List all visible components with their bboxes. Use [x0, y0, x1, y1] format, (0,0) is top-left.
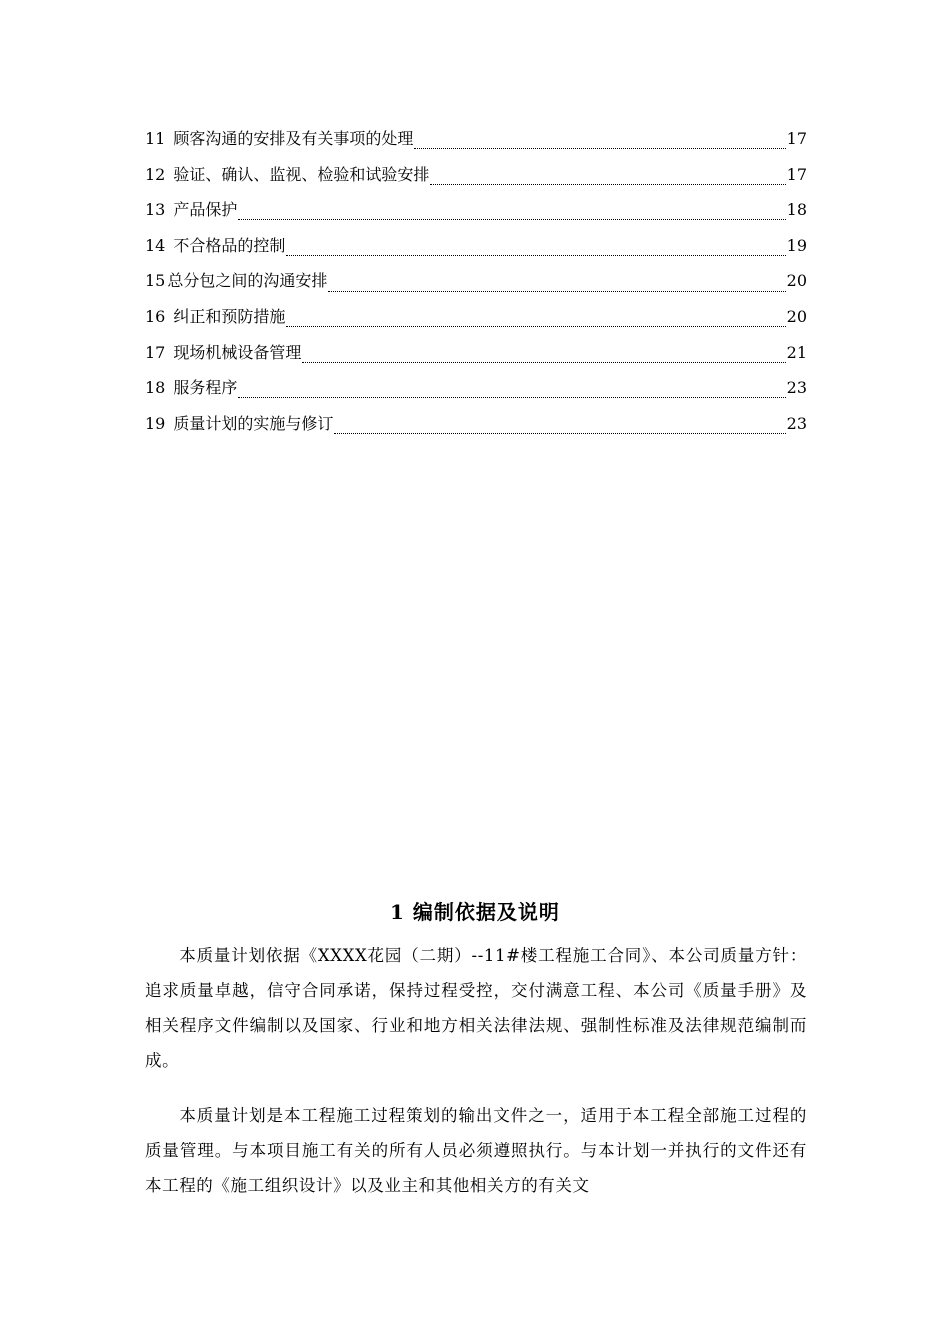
- toc-entry[interactable]: [145, 335, 807, 371]
- paragraph-text: 本质量计划是本工程施工过程策划的输出文件之一，适用于本工程全部施工过程的质量管理。与本项目施工有关的所有人员必须遵照执行。与本计划一并执行的文件还有本工程的《施工组织设计》以及业主和其他相关方的有关文: [145, 1106, 807, 1195]
- toc-entry-page: 23: [786, 378, 807, 398]
- toc-dot-leader: [328, 277, 785, 292]
- toc-entry-page: 18: [786, 200, 807, 220]
- toc-entry-page: 17: [786, 164, 807, 184]
- toc-entry-number: 11: [145, 129, 166, 148]
- toc-entry-number: 18: [145, 378, 166, 398]
- toc-entry-title: 纠正和预防措施: [173, 306, 286, 326]
- toc-entry[interactable]: [145, 157, 807, 193]
- toc-entry[interactable]: [145, 406, 807, 442]
- toc-entry[interactable]: [145, 121, 807, 157]
- toc-entry-number: 14: [145, 235, 166, 255]
- body-paragraph: [145, 1098, 807, 1203]
- toc-entry[interactable]: [145, 192, 807, 228]
- toc-entry[interactable]: [145, 299, 807, 335]
- toc-entry-title: 现场机械设备管理: [173, 342, 302, 362]
- toc-entry-title: 验证、确认、监视、检验和试验安排: [173, 164, 430, 184]
- toc-dot-leader: [286, 241, 785, 256]
- toc-dot-leader: [286, 312, 785, 327]
- toc-entry-page: 20: [786, 306, 807, 326]
- toc-entry-title: 产品保护: [173, 200, 238, 220]
- toc-entry[interactable]: [145, 228, 807, 264]
- toc-entry-number: 19: [145, 413, 166, 433]
- toc-dot-leader: [302, 348, 785, 363]
- toc-entry-title: 不合格品的控制: [173, 235, 286, 255]
- toc-dot-leader: [414, 134, 785, 149]
- table-of-contents: [145, 121, 807, 441]
- toc-dot-leader: [238, 205, 785, 220]
- paragraph-text: 本质量计划依据《XXXX花园（二期）--11#楼工程施工合同》、本公司质量方针：追求质量卓越，信守合同承诺，保持过程受控，交付满意工程、本公司《质量手册》及相关程序文件编制以及国家、行业和地方相关法律法规、强制性标准及法律规范编制而成。: [145, 946, 807, 1070]
- toc-entry-number: 12: [145, 164, 166, 184]
- body-paragraph: [145, 938, 807, 1078]
- toc-entry-title: 质量计划的实施与修订: [173, 413, 334, 433]
- toc-entry-page: 19: [786, 235, 807, 255]
- section-heading: 1 编制依据及说明: [390, 900, 560, 924]
- toc-entry-number: 16: [145, 306, 166, 326]
- toc-entry-page: 23: [786, 413, 807, 433]
- toc-entry[interactable]: [145, 370, 807, 406]
- toc-entry-number: 13: [145, 200, 166, 220]
- toc-dot-leader: [238, 383, 785, 398]
- toc-dot-leader: [334, 419, 785, 434]
- toc-entry-title: 顾客沟通的安排及有关事项的处理: [173, 129, 414, 148]
- toc-entry-title: 总分包之间的沟通安排: [167, 271, 328, 291]
- toc-entry-number: 17: [145, 342, 166, 362]
- toc-entry-page: 21: [786, 342, 807, 362]
- toc-entry-number: 15: [145, 271, 166, 291]
- toc-entry-title: 服务程序: [173, 378, 238, 398]
- toc-entry-page: 17: [786, 129, 807, 148]
- toc-entry-page: 20: [786, 271, 807, 291]
- toc-entry[interactable]: [145, 263, 807, 299]
- toc-dot-leader: [430, 170, 785, 185]
